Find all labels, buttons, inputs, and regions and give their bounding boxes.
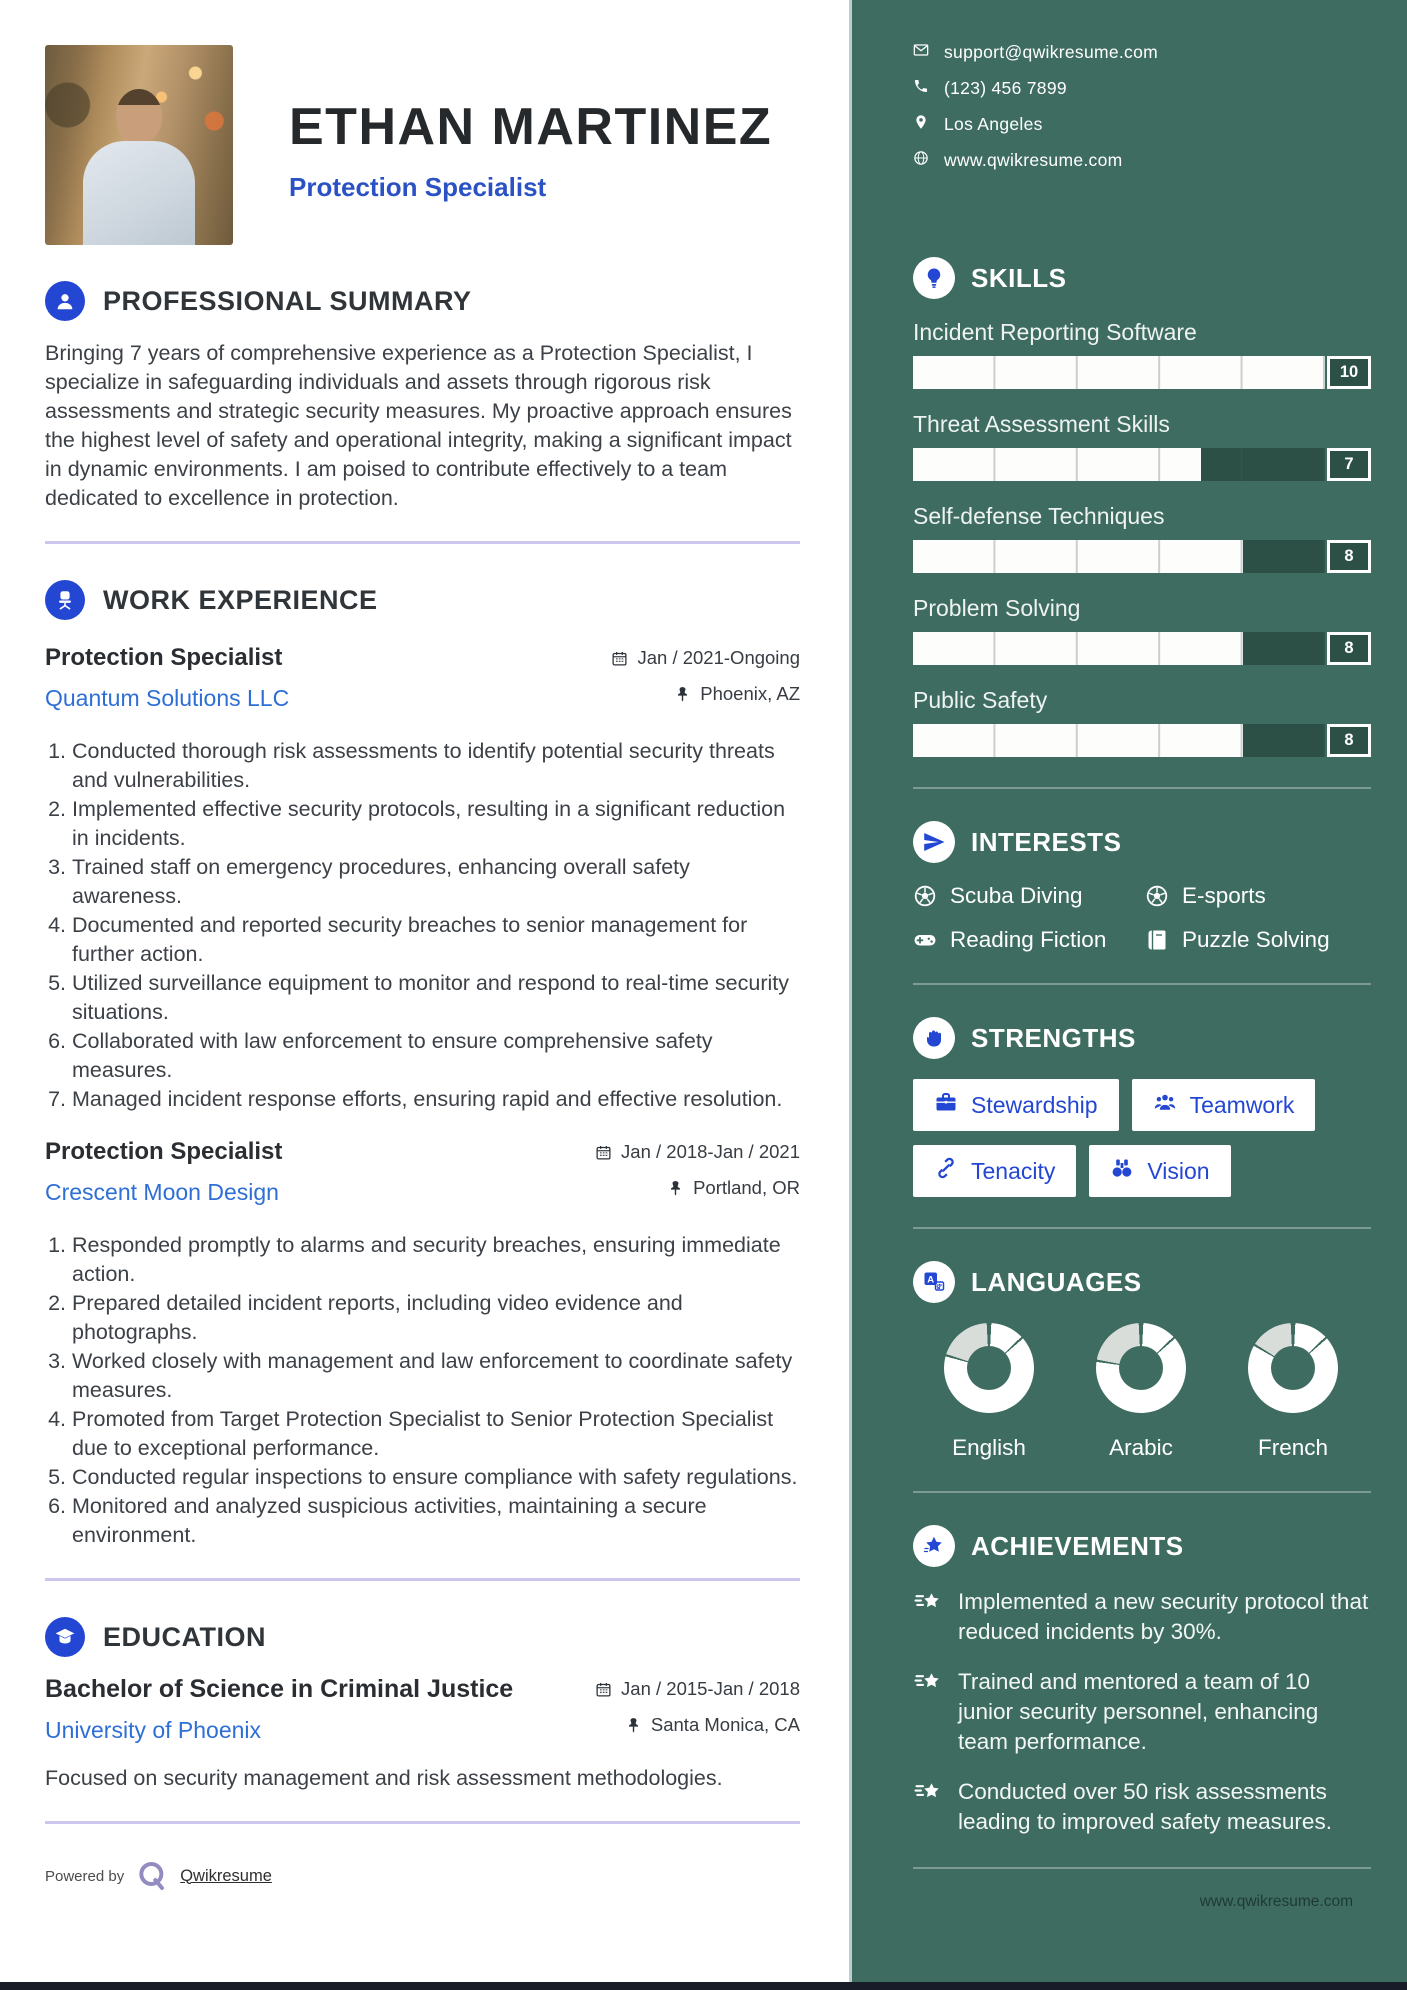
skill-name: Threat Assessment Skills (913, 411, 1170, 437)
interest-label: Reading Fiction (950, 927, 1107, 952)
language-item (1217, 1323, 1369, 1461)
strength-chip (913, 1079, 1119, 1131)
skill-name: Self-defense Techniques (913, 503, 1165, 529)
calendar-icon (595, 1681, 612, 1698)
strength-chip (1089, 1145, 1230, 1197)
contact-text: www.qwikresume.com (944, 150, 1123, 170)
job-header (45, 644, 800, 719)
strengths-heading: STRENGTHS (971, 1022, 1136, 1053)
job-dates: Jan / 2018-Jan / 2021 (621, 1141, 800, 1162)
job-bullet: 4. Promoted from Target Protection Specialist to Senior Protection Specialist due to exceptional performance. (72, 1405, 800, 1463)
skill-bar (913, 356, 1371, 389)
skill-value-badge: 8 (1327, 724, 1371, 757)
interest-item (913, 927, 1145, 953)
job-location-row (611, 683, 800, 705)
pushpin-icon (625, 1717, 642, 1734)
language-donut-chart (944, 1323, 1034, 1413)
contact-row (913, 78, 1371, 99)
section-divider (45, 541, 800, 544)
skill-value-badge: 8 (1327, 632, 1371, 665)
achievements-heading: ACHIEVEMENTS (971, 1530, 1184, 1561)
star-badge-icon (913, 1525, 955, 1567)
contact-list (913, 42, 1371, 171)
education-dates: Jan / 2015-Jan / 2018 (621, 1678, 800, 1699)
work-section-header (45, 580, 800, 620)
job-bullet: 1. Responded promptly to alarms and security breaches, ensuring immediate action. (72, 1231, 800, 1289)
sidebar-divider (913, 983, 1371, 985)
sidebar-divider (913, 1867, 1371, 1869)
svg-text:A: A (927, 1274, 935, 1286)
job-main (45, 1138, 282, 1206)
qwikresume-brand-link[interactable]: Qwikresume (180, 1866, 272, 1885)
contact-text: support@qwikresume.com (944, 42, 1159, 62)
job-meta (611, 644, 800, 719)
job-location-row (595, 1177, 800, 1199)
strength-chip (913, 1145, 1076, 1197)
skill-bar-track (913, 356, 1325, 389)
skill-bar-track (913, 724, 1325, 757)
shooting-star-icon (913, 1588, 943, 1618)
soccer-ball-icon (913, 884, 937, 908)
job-bullet-list (45, 737, 800, 1114)
binoculars-icon (1110, 1156, 1134, 1186)
job-position: Protection Specialist (45, 1138, 283, 1165)
profile-photo (45, 45, 233, 245)
contact-row (913, 42, 1371, 63)
skill-bar-segments (913, 448, 1325, 481)
strengths-list (913, 1079, 1371, 1197)
degree: Bachelor of Science in Criminal Justice (45, 1675, 514, 1703)
calendar-icon (611, 650, 628, 667)
shooting-star-icon (913, 1778, 943, 1808)
map-pin-icon (913, 114, 929, 135)
skill-item (913, 411, 1371, 481)
education-location: Santa Monica, CA (650, 1714, 800, 1735)
skill-item (913, 687, 1371, 757)
candidate-name: ETHAN MARTINEZ (289, 98, 773, 156)
skill-bar (913, 724, 1371, 757)
language-label: French (1257, 1435, 1329, 1460)
sidebar-website: www.qwikresume.com (1199, 1893, 1353, 1910)
skill-item (913, 319, 1371, 389)
skills-section-header (913, 257, 1371, 299)
education-main (45, 1675, 513, 1744)
pushpin-icon (667, 1180, 684, 1197)
strength-label: Tenacity (971, 1157, 1056, 1184)
achievement-item (913, 1777, 1371, 1837)
interest-item (1145, 883, 1371, 909)
summary-section-header (45, 281, 800, 321)
skill-bar-track (913, 632, 1325, 665)
skill-name: Problem Solving (913, 595, 1081, 621)
skill-bar-segments (913, 632, 1325, 665)
job-bullet: 2. Prepared detailed incident reports, including video evidence and photographs. (72, 1289, 800, 1347)
sidebar-divider (913, 1491, 1371, 1493)
name-block (289, 45, 772, 203)
contact-row (913, 150, 1371, 171)
skill-bar-segments (913, 724, 1325, 757)
achievement-text: Implemented a new security protocol that reduced incidents by 30%. (958, 1589, 1369, 1644)
translate-icon (913, 1261, 955, 1303)
job-header (45, 1138, 800, 1213)
strength-label: Stewardship (971, 1091, 1098, 1118)
skill-bar-track (913, 448, 1325, 481)
interest-label: E-sports (1182, 883, 1266, 908)
office-chair-icon (45, 580, 85, 620)
contact-row (913, 114, 1371, 135)
section-divider (45, 1821, 800, 1824)
job-entry (45, 644, 800, 1114)
skill-bar-segments (913, 356, 1325, 389)
interest-label: Scuba Diving (950, 883, 1083, 908)
book-icon (1145, 928, 1169, 952)
chain-link-icon (934, 1156, 958, 1186)
globe-icon (913, 150, 929, 171)
candidate-title: Protection Specialist (289, 172, 547, 202)
skill-name: Incident Reporting Software (913, 319, 1197, 345)
job-location: Phoenix, AZ (700, 683, 800, 704)
sidebar-divider (913, 1227, 1371, 1229)
job-meta (595, 1138, 800, 1213)
skill-bar-track (913, 540, 1325, 573)
skill-bar (913, 540, 1371, 573)
skill-bar (913, 632, 1371, 665)
work-heading: WORK EXPERIENCE (103, 584, 378, 615)
pushpin-icon (674, 686, 691, 703)
interest-label: Puzzle Solving (1182, 927, 1330, 952)
envelope-icon (913, 42, 929, 63)
job-bullet: 6. Collaborated with law enforcement to ensure comprehensive safety measures. (72, 1027, 800, 1085)
education-dates-row (595, 1678, 800, 1700)
language-item (1065, 1323, 1217, 1461)
education-note: Focused on security management and risk assessment methodologies. (45, 1766, 723, 1790)
skill-bar-segments (913, 540, 1325, 573)
paper-plane-icon (913, 821, 955, 863)
job-company-link[interactable]: Crescent Moon Design (45, 1179, 279, 1205)
achievement-item (913, 1587, 1371, 1647)
soccer-ball-icon (1145, 884, 1169, 908)
language-donut-chart (1096, 1323, 1186, 1413)
skill-value-badge: 7 (1327, 448, 1371, 481)
education-section-header (45, 1617, 800, 1657)
user-icon (45, 281, 85, 321)
job-bullet: 4. Documented and reported security breaches to senior management for further action. (72, 911, 800, 969)
team-icon (1153, 1090, 1177, 1120)
education-meta (595, 1675, 800, 1750)
shooting-star-icon (913, 1668, 943, 1698)
achievement-item (913, 1667, 1371, 1757)
job-list (45, 644, 800, 1550)
phone-icon (913, 78, 929, 99)
job-bullet: 5. Utilized surveillance equipment to monitor and respond to real-time security situations. (72, 969, 800, 1027)
gamepad-icon (913, 928, 937, 952)
graduation-cap-icon (45, 1617, 85, 1657)
strength-chip (1132, 1079, 1316, 1131)
summary-heading: PROFESSIONAL SUMMARY (103, 285, 472, 316)
interest-item (913, 883, 1145, 909)
bottom-bar (0, 1982, 1407, 1990)
achievement-text: Trained and mentored a team of 10 junior security personnel, enhancing team performance. (958, 1669, 1319, 1754)
powered-by-footer (45, 1860, 800, 1892)
interests-section-header (913, 821, 1371, 863)
job-main (45, 644, 289, 712)
job-location: Portland, OR (693, 1177, 800, 1198)
identity-header (45, 45, 800, 245)
job-bullet: 2. Implemented effective security protocols, resulting in a significant reduction in incidents. (72, 795, 800, 853)
job-dates-row (611, 647, 800, 669)
lightbulb-icon (913, 257, 955, 299)
contact-text: (123) 456 7899 (944, 78, 1067, 98)
skill-value-badge: 10 (1327, 356, 1371, 389)
job-dates-row (595, 1141, 800, 1163)
job-bullet: 3. Trained staff on emergency procedures, enhancing overall safety awareness. (72, 853, 800, 911)
fist-icon (913, 1017, 955, 1059)
summary-text: Bringing 7 years of comprehensive experience as a Protection Specialist, I specialize in safeguarding individuals and assets through rigorous risk assessments and strategic security measures. My proactive approach ensures the highest level of safety and operational integrity, making a significant impact in dynamic environments. I am poised to contribute effectively to a team dedicated to excellence in protection. (45, 341, 792, 510)
language-donut-chart (1248, 1323, 1338, 1413)
skill-value-badge: 8 (1327, 540, 1371, 573)
skills-heading: SKILLS (971, 262, 1067, 293)
language-item (913, 1323, 1065, 1461)
job-entry (45, 1138, 800, 1550)
interest-item (1145, 927, 1371, 953)
education-location-row (595, 1714, 800, 1736)
job-position: Protection Specialist (45, 644, 283, 671)
skill-item (913, 595, 1371, 665)
sidebar-column (849, 0, 1407, 1990)
achievements-list (913, 1587, 1371, 1837)
briefcase-icon (934, 1090, 958, 1120)
job-dates: Jan / 2021-Ongoing (637, 647, 800, 668)
interests-list (913, 883, 1371, 953)
powered-by-label: Powered by (45, 1867, 125, 1885)
languages-section-header (913, 1261, 1371, 1303)
education-entry (45, 1675, 800, 1750)
qwikresume-logo-icon (136, 1860, 168, 1892)
section-divider (45, 1578, 800, 1581)
languages-heading: LANGUAGES (971, 1266, 1142, 1297)
strengths-section-header (913, 1017, 1371, 1059)
skills-list (913, 319, 1371, 757)
language-label: Arabic (1109, 1435, 1173, 1460)
strength-label: Vision (1147, 1157, 1210, 1184)
job-bullet-list (45, 1231, 800, 1550)
achievements-section-header (913, 1525, 1371, 1567)
job-bullet: 1. Conducted thorough risk assessments to identify potential security threats and vulnerabilities. (72, 737, 800, 795)
job-bullet: 3. Worked closely with management and law enforcement to coordinate safety measures. (72, 1347, 800, 1405)
contact-text: Los Angeles (944, 114, 1043, 134)
education-heading: EDUCATION (103, 1621, 266, 1652)
calendar-icon (595, 1144, 612, 1161)
skill-name: Public Safety (913, 687, 1048, 713)
skill-item (913, 503, 1371, 573)
skill-bar (913, 448, 1371, 481)
languages-list (913, 1323, 1371, 1461)
interests-heading: INTERESTS (971, 826, 1122, 857)
language-label: English (952, 1435, 1026, 1460)
job-bullet: 7. Managed incident response efforts, ensuring rapid and effective resolution. (72, 1085, 800, 1114)
job-bullet: 5. Conducted regular inspections to ensure compliance with safety regulations. (72, 1463, 800, 1492)
job-company-link[interactable]: Quantum Solutions LLC (45, 685, 290, 711)
strength-label: Teamwork (1189, 1091, 1295, 1118)
sidebar-divider (913, 787, 1371, 789)
achievement-text: Conducted over 50 risk assessments leading to improved safety measures. (958, 1779, 1332, 1834)
job-bullet: 6. Monitored and analyzed suspicious activities, maintaining a secure environment. (72, 1492, 800, 1550)
school-link[interactable]: University of Phoenix (45, 1717, 262, 1743)
